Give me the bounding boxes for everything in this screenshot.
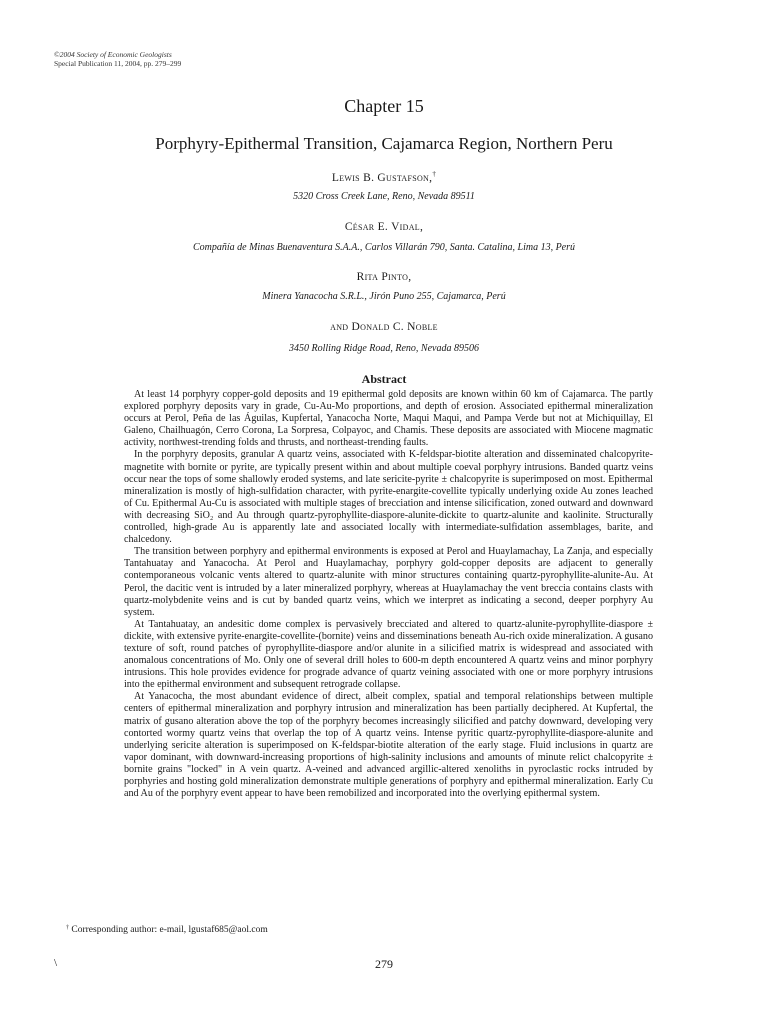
author-affiliation: 5320 Cross Creek Lane, Reno, Nevada 89511 xyxy=(293,191,475,202)
author-name: César E. Vidal, xyxy=(344,221,424,233)
author-name xyxy=(0,170,768,184)
author-name: and Donald C. Noble xyxy=(330,321,438,333)
page-number: 279 xyxy=(375,957,393,971)
footnote-text: Corresponding author: e-mail, lgustaf685@aol.com xyxy=(71,925,268,935)
article-title: Porphyry-Epithermal Transition, Cajamarca Region, Northern Peru xyxy=(155,134,613,153)
footnote xyxy=(66,925,268,935)
chapter-label: Chapter 15 xyxy=(344,96,424,116)
copyright-line: ©2004 Society of Economic Geologists xyxy=(54,50,172,59)
margin-mark: \ xyxy=(54,957,58,969)
abstract-body xyxy=(124,389,653,800)
abstract-paragraph: In the porphyry deposits, granular A quartz veins, associated with K-feldspar-biotite alteration and disseminated chalcopyrite-magnetite with bornite or pyrite, are typically present within and about multiple coeval porphyry intrusions. Banded quartz veins occur near the tops of some shallowly eroded systems, and late sericite-pyrite ± chalcopyrite is superimposed on most. Epithermal mineralization is mostly of high-sulfidation character, with pyrite-enargite-covellite typically underlying oxide Au zones leached of Cu. Epithermal Au-Cu is associated with multiple stages of brecciation and intense silicification, zoned outward and downward with decreasing SiO₂ and Au through quartz-pyrophyllite-diaspore-alunite-dickite to quartz-alunite and kaolinite. Structurally controlled, high-grade Au is apparently late and associated locally with intermediate-sulfidation assemblages, barite, and chalcedony. xyxy=(124,449,653,546)
author-affiliation: 3450 Rolling Ridge Road, Reno, Nevada 89506 xyxy=(289,343,479,354)
abstract-paragraph: At Tantahuatay, an andesitic dome complex is pervasively brecciated and altered to quartz-alunite-pyrophyllite-diaspore ± dickite, with extensive pyrite-enargite-covellite-(bornite) veins and disseminations beneath Au-rich oxide mineralization. A gusano texture of soft, round patches of pyrophyllite-diaspore and/or alunite in a silicified matrix is widespread and associated with anomalous concentrations of Mo. Only one of several drill holes to 600-m depth encountered A quartz veins and minor porphyry intrusions. This hole provides evidence for prograde advance of quartz veining associated with one or more porphyry intrusions into the epithermal environment and subsequent retrograde collapse. xyxy=(124,618,653,691)
author-name: Rita Pinto, xyxy=(356,271,412,283)
abstract-heading: Abstract xyxy=(361,372,407,386)
abstract-paragraph: At least 14 porphyry copper-gold deposits and 19 epithermal gold deposits are known within 60 km of Cajamarca. The partly explored porphyry deposits vary in grade, Cu-Au-Mo proportions, and depth of erosion. Associated epithermal mineralization occurs at Perol, Peña de las Águilas, Kupfertal, Yanacocha Norte, Maqui Maqui, and Pampa Verde but not at Michiquillay, El Galeno, Chailhuagón, Cerro Corona, La Sorpresa, Colpayoc, and Chamis. These deposits are associated with Miocene magmatic activity, northwest-trending folds and thrusts, and northeast-trending faults. xyxy=(124,389,653,449)
author-name-text: Lewis B. Gustafson, xyxy=(331,171,433,184)
author-affiliation: Compañía de Minas Buenaventura S.A.A., Carlos Villarán 790, Santa. Catalina, Lima 13, Perú xyxy=(192,242,576,253)
author-affiliation: Minera Yanacocha S.R.L., Jirón Puno 255, Cajamarca, Perú xyxy=(262,291,506,302)
author-footnote-mark: † xyxy=(432,170,437,178)
footnote-mark: † xyxy=(66,925,69,931)
abstract-paragraph: At Yanacocha, the most abundant evidence of direct, albeit complex, spatial and temporal relationships between multiple centers of epithermal mineralization and porphyry intrusion and mineralization has been partially deciphered. At Kupfertal, the matrix of gusano alteration above the top of the porphyry becomes increasingly silicified and patchy downward, developing very contorted wormy quartz veins that overlap the top of A quartz veins. Intense pyritic quartz-pyrophyllite-diaspore-alunite and underlying sericite alteration is superimposed on K-feldspar-biotite alteration of the early stage. Fluid inclusions in quartz are vapor dominant, with downward-increasing proportions of high-salinity inclusions and amounts of minute relict chalcopyrite ± bornite grains "locked" in A vein quartz. A-veined and advanced argillic-altered xenoliths in pyroclastic rocks intruded by porphyries and hosting gold mineralization demonstrate multiple generations of porphyry and epithermal mineralization. Early Cu and Au of the porphyry event appear to have been remobilized and incorporated into the overlying epithermal system. xyxy=(124,691,653,800)
publication-line: Special Publication 11, 2004, pp. 279–299 xyxy=(54,58,182,68)
abstract-paragraph: The transition between porphyry and epithermal environments is exposed at Perol and Huaylamachay, La Zanja, and especially Tantahuatay and Yanacocha. At Perol and Huaylamachay, porphyry gold-copper deposits are adjacent to generally contemporaneous volcanic vents altered to quartz-alunite with minor structures containing quartz-pyrophyllite-alunite-Au. At Perol, the dacitic vent is intruded by a later mineralized porphyry, whereas at Huaylamachay the vent breccia contains clasts with quartz-molybdenite veins and is cut by banded quartz veins, which we interpret as indicating a second, deeper porphyry Au system. xyxy=(124,546,653,618)
copyright-notice xyxy=(54,51,181,68)
